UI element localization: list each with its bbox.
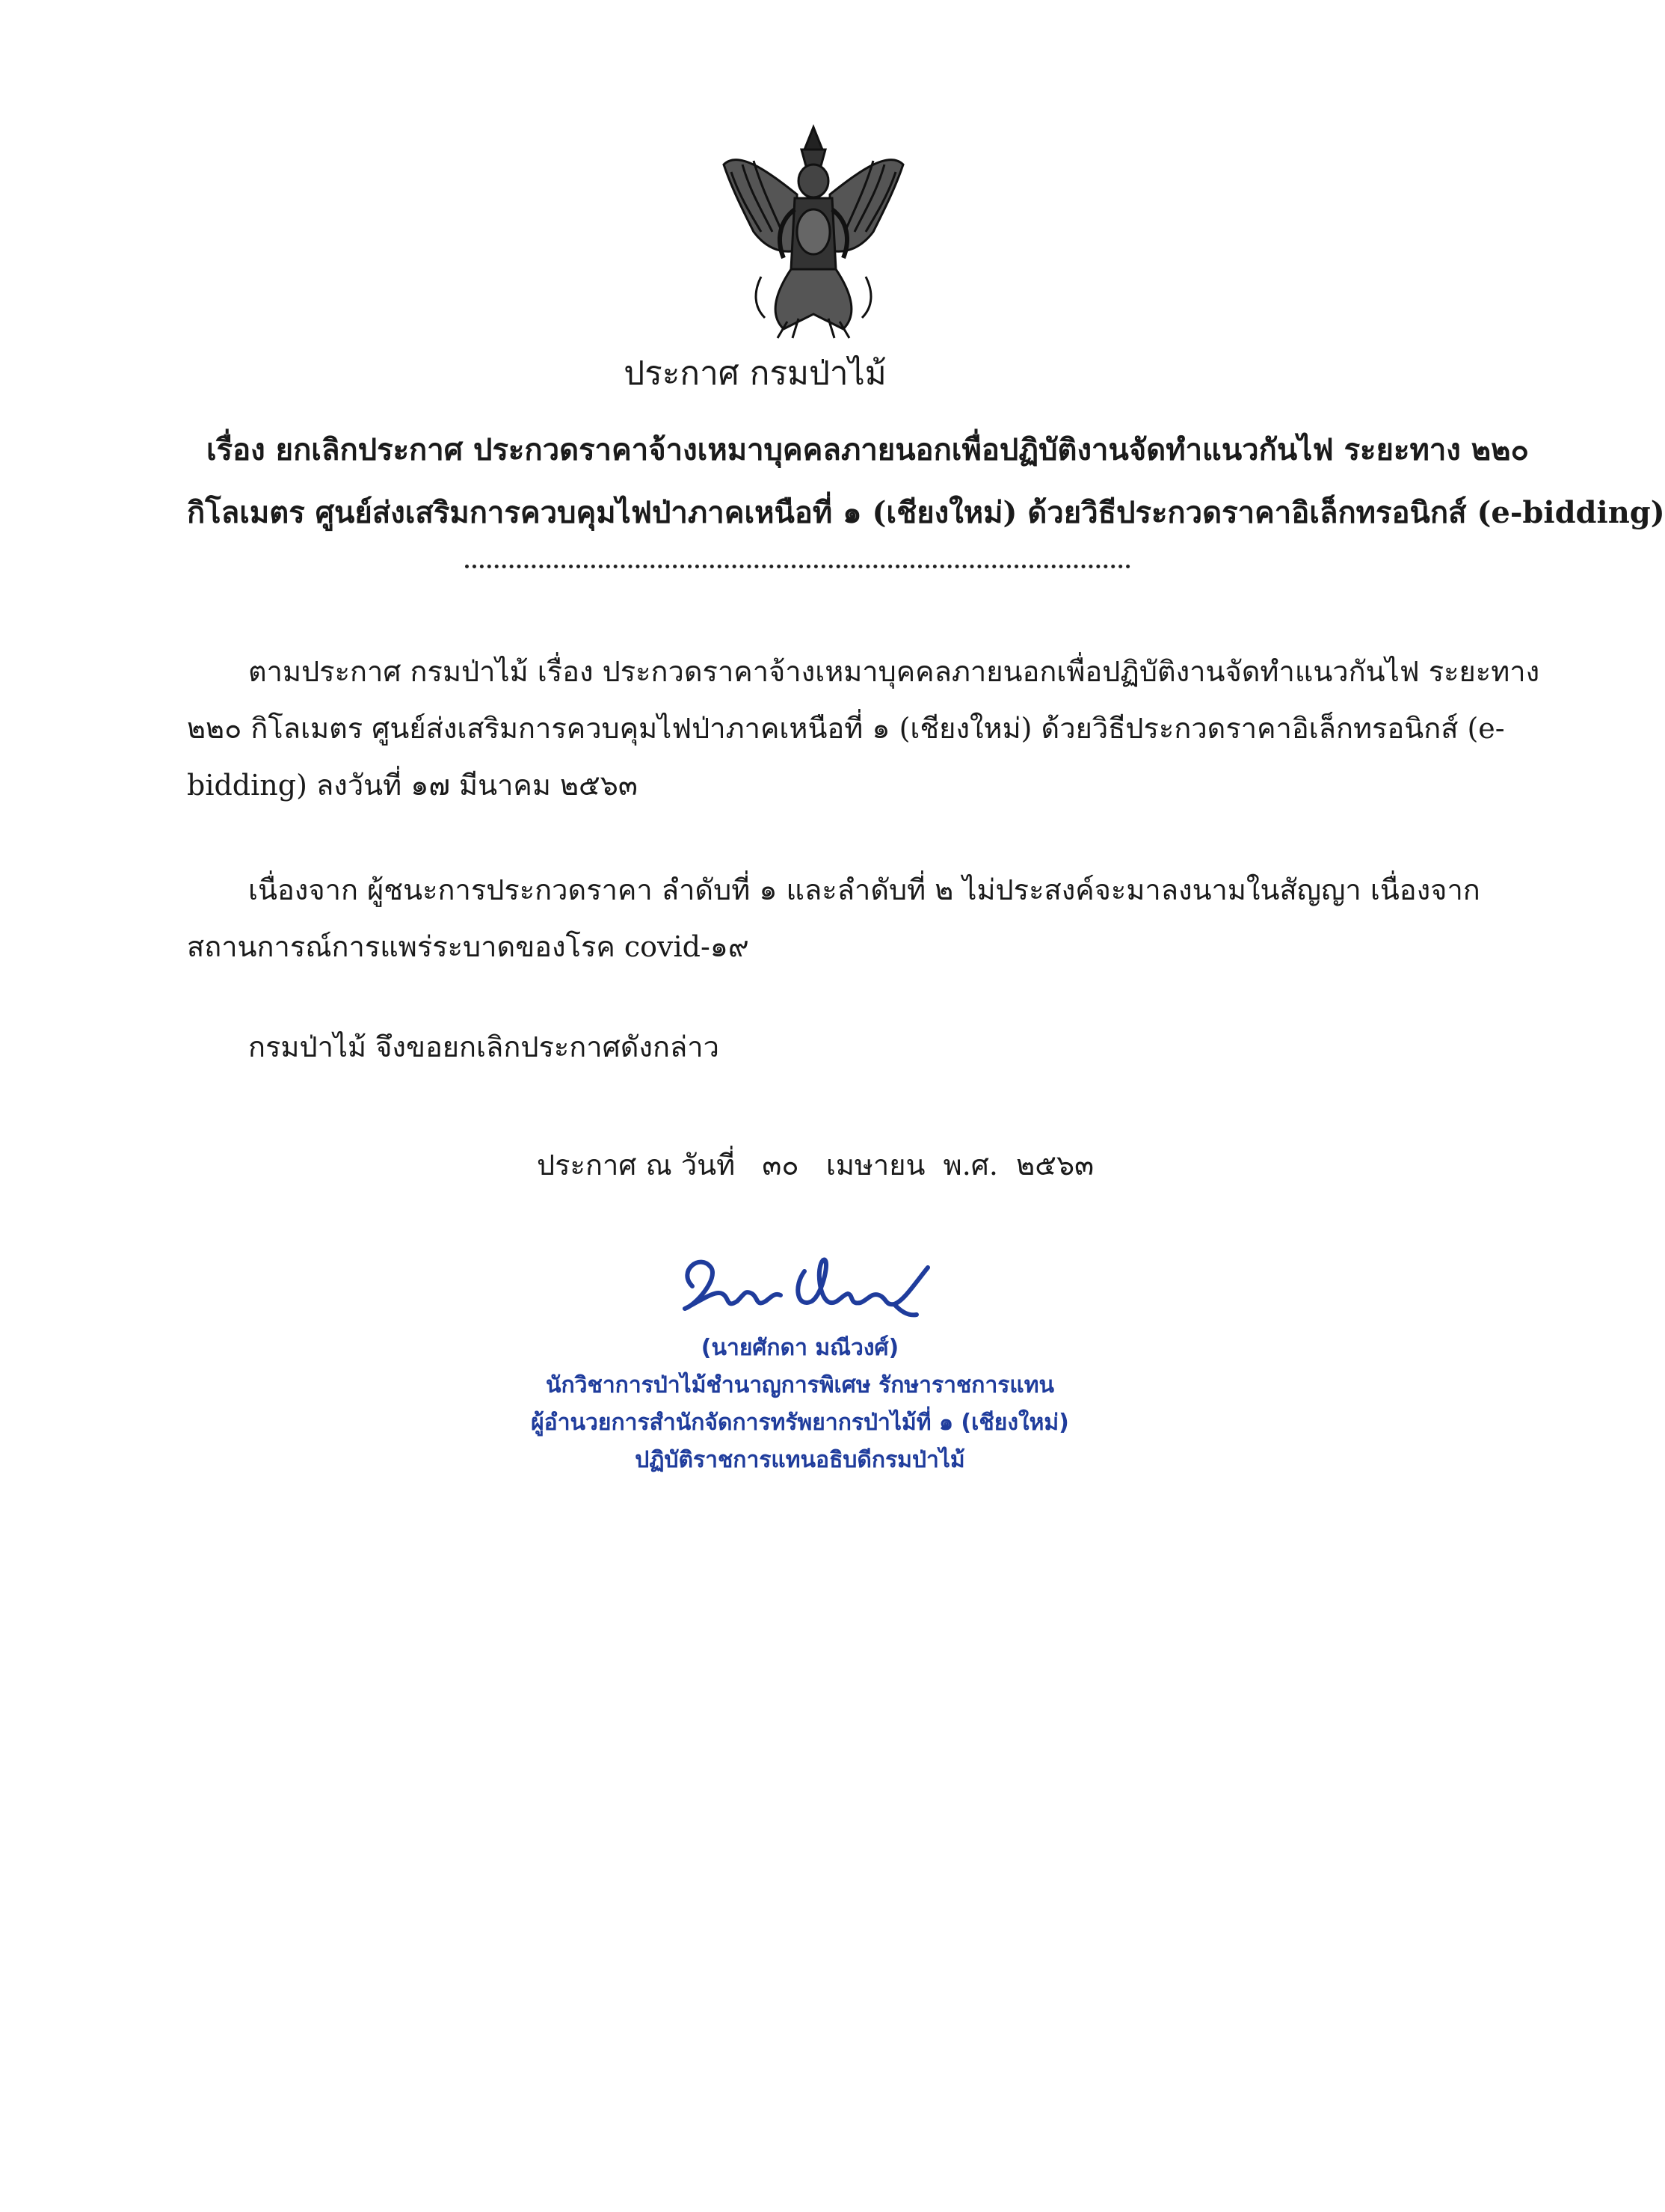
dotted-divider xyxy=(465,565,1130,568)
para3-line1: กรมป่าไม้ จึงขอยกเลิกประกาศดังกล่าว xyxy=(248,1030,719,1063)
para2-line2: สถานการณ์การแพร่ระบาดของโรค covid-๑๙ xyxy=(187,930,749,963)
signer-position-1: นักวิชาการป่าไม้ชำนาญการพิเศษ รักษาราชการแทน xyxy=(545,1372,1055,1398)
handwritten-signature xyxy=(670,1241,939,1324)
announcement-title: ประกาศ กรมป่าไม้ xyxy=(624,354,887,393)
signer-position-3: ปฏิบัติราชการแทนอธิบดีกรมป่าไม้ xyxy=(635,1447,965,1473)
para2-line1: เนื่องจาก ผู้ชนะการประกวดราคา ลำดับที่ ๑ และลำดับที่ ๒ ไม่ประสงค์จะมาลงนามในสัญญา เนื่องจาก xyxy=(248,873,1480,906)
garuda-emblem-icon xyxy=(709,120,918,344)
signing-date: ประกาศ ณ วันที่ ๓๐ เมษายน พ.ศ. ๒๕๖๓ xyxy=(537,1149,1095,1182)
para1-line1: ตามประกาศ กรมป่าไม้ เรื่อง ประกวดราคาจ้างเหมาบุคคลภายนอกเพื่อปฏิบัติงานจัดทำแนวกันไฟ ระยะทาง xyxy=(248,655,1540,688)
signer-name: (นายศักดา มณีวงศ์) xyxy=(701,1335,899,1361)
para1-line3: bidding) ลงวันที่ ๑๗ มีนาคม ๒๕๖๓ xyxy=(187,769,638,802)
subject-line-2: กิโลเมตร ศูนย์ส่งเสริมการควบคุมไฟป่าภาคเหนือที่ ๑ (เชียงใหม่) ด้วยวิธีประกวดราคาอิเล็กทรอนิกส์ (e-bidding) xyxy=(187,495,1665,530)
para1-line2: ๒๒๐ กิโลเมตร ศูนย์ส่งเสริมการควบคุมไฟป่าภาคเหนือที่ ๑ (เชียงใหม่) ด้วยวิธีประกวดราคาอิเล็กทรอนิกส์ (e- xyxy=(187,712,1505,745)
subject-line-1: เรื่อง ยกเลิกประกาศ ประกวดราคาจ้างเหมาบุคคลภายนอกเพื่อปฏิบัติงานจัดทำแนวกันไฟ ระยะทาง ๒๒๐ xyxy=(206,432,1529,467)
signer-position-2: ผู้อำนวยการสำนักจัดการทรัพยากรป่าไม้ที่ ๑ (เชียงใหม่) xyxy=(531,1410,1069,1436)
